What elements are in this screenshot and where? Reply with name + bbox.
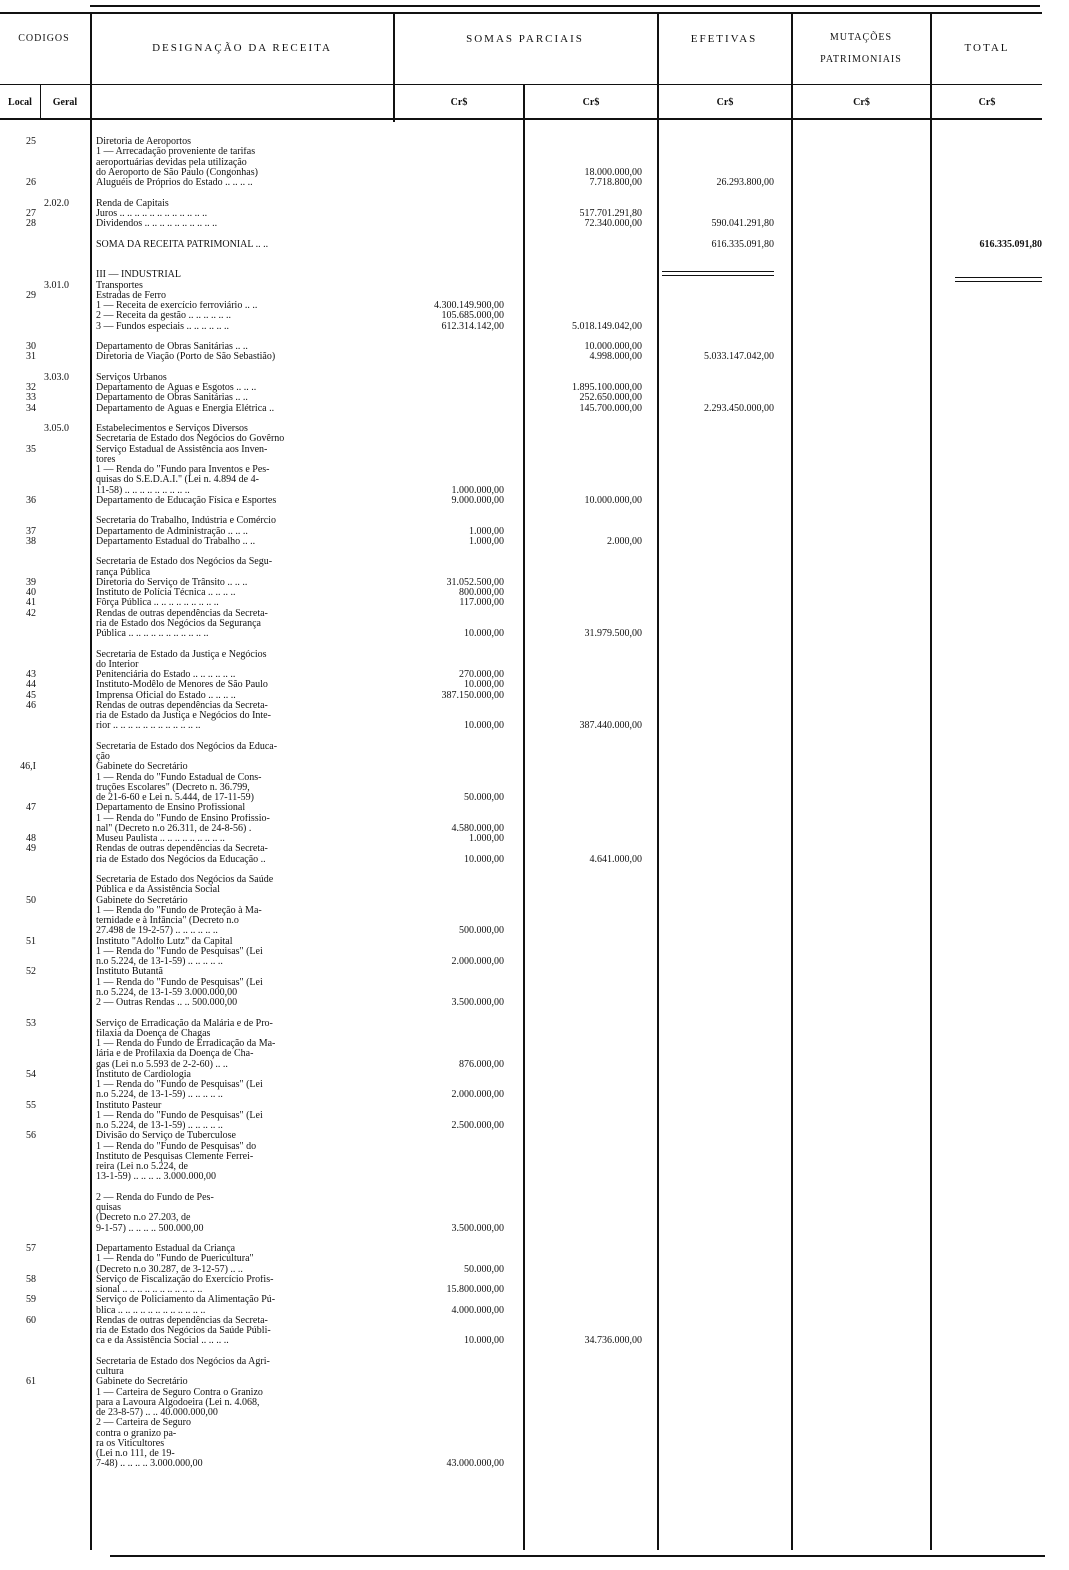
cell-cod: 59	[26, 1294, 36, 1306]
cell-des: Rendas de outras dependências da Secreta-	[96, 608, 268, 619]
cell-des: Secretaria de Estado dos Negócios do Govêrno	[96, 434, 285, 445]
cell-p1: 2.500.000,00	[451, 1120, 504, 1131]
header-designacao: DESIGNAÇÃO DA RECEITA	[152, 42, 332, 54]
cell-des: Secretaria de Estado da Justiça e Negócios	[96, 649, 267, 660]
cell-p1: 4.300.149.900,00	[434, 300, 504, 311]
cell-des: n.o 5.224, de 13-1-59 3.000.000,00	[96, 987, 238, 998]
cell-des: 1 — Renda do "Fundo para Inventos e Pes-	[96, 465, 270, 475]
cell-des: 1 — Renda do "Fundo de Pesquisas" do	[96, 1141, 257, 1152]
cell-des: Fôrça Pública .. .. .. .. .. .. .. .. ..	[96, 598, 219, 609]
cell-des: aeroportuárias devidas pela utilização	[96, 157, 247, 168]
cell-p2: 31.979.500,00	[584, 628, 642, 639]
cell-des: Gabinete do Secretário	[96, 895, 188, 906]
cell-des: 9-1-57) .. .. .. .. 500.000,00	[96, 1223, 204, 1234]
cell-des: Departamento de Educação Física e Esportes	[96, 495, 277, 506]
header-total: TOTAL	[964, 42, 1010, 54]
cell-des: gas (Lei n.o 5.593 de 2-2-60) .. ..	[96, 1059, 228, 1070]
currency-partial-1: Cr$	[450, 97, 468, 108]
cell-ef: 5.033.147.042,00	[704, 351, 774, 363]
cell-des: quisas do S.E.D.A.I." (Lei n. 4.894 de 4-	[96, 475, 259, 486]
cell-des: 1 — Renda do "Fundo Estadual de Cons-	[96, 772, 262, 783]
cell-p1: 876.000,00	[459, 1058, 504, 1070]
cell-des: Departamento de Águas e Esgotos .. .. ..	[96, 383, 257, 393]
cell-des: 2 — Receita da gestão .. .. .. .. .. ..	[96, 311, 231, 322]
cell-des: Pública e da Assistência Social	[96, 885, 220, 896]
cell-des: rior .. .. .. .. .. .. .. .. .. .. .. ..	[96, 721, 201, 732]
col-divider-partial	[523, 84, 525, 1550]
cell-cod: 37	[26, 525, 36, 537]
cell-p1: 10.000,00	[464, 628, 504, 639]
cell-cod: 31	[26, 351, 36, 363]
cell-des: Instituto Pasteur	[96, 1100, 162, 1111]
cell-cod: 46	[26, 699, 36, 711]
cell-des: filaxia da Doença de Chagas	[96, 1028, 211, 1039]
cell-des: quisas	[96, 1203, 121, 1213]
cell-cod: 30	[26, 341, 36, 352]
cell-p2: 18.000.000,00	[584, 166, 642, 178]
cell-cod: 32	[26, 382, 36, 393]
cell-des: Estradas de Ferro	[96, 290, 166, 301]
cell-des: nal" (Decreto n.o 26.311, de 24-8-56) .	[96, 823, 252, 834]
cell-des: para a Lavoura Algodoeira (Lei n. 4.068,	[96, 1397, 260, 1408]
cell-des: Serviço Estadual de Assistência aos Inven-	[96, 444, 268, 455]
cell-p1: 1.000,00	[469, 833, 504, 844]
cell-des: Rendas de outras dependências da Secreta-	[96, 700, 268, 711]
cell-p1: 10.000,00	[464, 1335, 504, 1347]
cell-des: ria de Estado dos Negócios da Educação ..	[96, 854, 266, 865]
cell-des: Instituto "Adolfo Lutz" da Capital	[96, 936, 233, 947]
cell-des: Aluguéis de Próprios do Estado .. .. .. ..	[96, 178, 253, 188]
cell-des: 1 — Renda do "Fundo de Pesquisas" (Lei	[96, 977, 263, 988]
cell-des: Dividendos .. .. .. .. .. .. .. .. .. ..	[96, 219, 218, 229]
cell-p2: 72.340.000,00	[584, 218, 642, 229]
cell-p2: 34.736.000,00	[584, 1335, 642, 1347]
cell-cod: 60	[26, 1314, 36, 1326]
cell-des: 27.498 de 19-2-57) .. .. .. .. .. ..	[96, 926, 218, 937]
cell-des: n.o 5.224, de 13-1-59) .. .. .. .. ..	[96, 1090, 223, 1101]
cell-des: ria de Estado dos Negócios da Segurança	[96, 618, 261, 629]
cell-cod: 42	[26, 607, 36, 619]
cell-des: III — INDUSTRIAL	[96, 270, 181, 281]
currency-total: Cr$	[978, 97, 996, 108]
cell-p2: 10.000.000,00	[584, 494, 642, 506]
cell-tot: 616.335.091,80	[979, 238, 1042, 250]
cell-p1: 1.000,00	[469, 535, 504, 547]
cell-des: do Aeroporto de São Paulo (Congonhas)	[96, 167, 258, 178]
header-somas-parciais: SOMAS PARCIAIS	[466, 33, 584, 45]
cell-des: 13-1-59) .. .. .. .. 3.000.000,00	[96, 1172, 216, 1183]
cell-p1: 500.000,00	[459, 925, 504, 937]
cell-p2: 145.700.000,00	[579, 402, 642, 414]
cell-cod: 54	[26, 1068, 36, 1080]
currency-partial-2: Cr$	[582, 97, 600, 108]
cell-ger: 2.02.0	[44, 197, 69, 209]
header-patrimoniais: PATRIMONIAIS	[820, 54, 902, 65]
cell-ger: 3.03.0	[44, 371, 69, 383]
cell-p2: 1.895.100.000,00	[572, 382, 642, 393]
cell-des: Instituto de Cardiologia	[96, 1069, 191, 1080]
cell-des: Diretoria de Viação (Porto de São Sebastião)	[96, 352, 276, 363]
cell-des: Departamento de Obras Sanitárias .. ..	[96, 342, 248, 352]
cell-ef: 616.335.091,80	[711, 238, 774, 250]
cell-cod: 52	[26, 966, 36, 978]
cell-des: sional .. .. .. .. .. .. .. .. .. .. ..	[96, 1285, 203, 1295]
cell-des: Rendas de outras dependências da Secreta-	[96, 1315, 268, 1326]
cell-des: (Lei n.o 111, de 19-	[96, 1449, 175, 1459]
cell-des: (Decreto n.o 30.287, de 3-12-57) .. ..	[96, 1264, 243, 1275]
cell-des: Divisão do Serviço de Tuberculose	[96, 1131, 236, 1142]
cell-des: Rendas de outras dependências da Secreta-	[96, 844, 268, 855]
cell-des: 1 — Renda do "Fundo de Pesquisas" (Lei	[96, 946, 263, 957]
cell-des: Departamento Estadual da Criança	[96, 1244, 236, 1254]
cell-p1: 1.000.000,00	[451, 484, 504, 496]
cell-cod: 50	[26, 894, 36, 906]
cell-des: ternidade e à Infância" (Decreto n.o	[96, 916, 239, 926]
cell-p2: 252.650.000,00	[579, 392, 642, 404]
cell-cod: 61	[26, 1376, 36, 1388]
cell-des: Serviço de Policiamento da Alimentação Pú-	[96, 1295, 276, 1306]
cell-des: Departamento de Administração .. .. ..	[96, 526, 248, 537]
cell-des: 7-48) .. .. .. .. 3.000.000,00	[96, 1459, 203, 1470]
cell-p1: 117.000,00	[459, 597, 504, 609]
cell-ef: 590.041.291,80	[711, 218, 774, 229]
subheader-local: Local	[8, 97, 32, 108]
cell-des: Secretaria de Estado dos Negócios da Agri-	[96, 1356, 270, 1367]
cell-p1: 10.000,00	[464, 853, 504, 865]
cell-p1: 612.314.142,00	[441, 320, 504, 332]
cell-des: Serviço de Fiscalização do Exercício Profis-	[96, 1274, 274, 1285]
cell-des: Instituto Butantã	[96, 967, 163, 978]
cell-p1: 1.000,00	[469, 525, 504, 537]
cell-des: cultura	[96, 1367, 124, 1377]
cell-p1: 2.000.000,00	[451, 956, 504, 967]
efetivas-underline-2	[662, 275, 774, 276]
cell-des: 1 — Renda do Fundo de Erradicação da Ma-	[96, 1039, 276, 1049]
cell-des: 3 — Fundos especiais .. .. .. .. .. ..	[96, 321, 230, 332]
top-rule	[90, 5, 1040, 7]
cell-des: lária e de Profilaxia da Doença de Cha-	[96, 1049, 254, 1060]
cell-p2: 387.440.000,00	[579, 720, 642, 732]
col-divider-codes	[90, 14, 92, 1550]
header-codigos: CODIGOS	[18, 33, 70, 44]
cell-des: ca e da Assistência Social .. .. .. ..	[96, 1336, 229, 1347]
cell-cod: 41	[26, 597, 36, 609]
cell-cod: 38	[26, 535, 36, 547]
cell-cod: 40	[26, 587, 36, 598]
cell-p2: 2.000,00	[607, 535, 642, 547]
cell-ger: 3.05.0	[44, 423, 69, 434]
cell-des: 1 — Arrecadação proveniente de tarifas	[96, 147, 256, 158]
cell-p2: 7.718.800,00	[589, 177, 642, 188]
cell-des: n.o 5.224, de 13-1-59) .. .. .. .. ..	[96, 957, 223, 967]
col-divider-mutacoes	[791, 14, 793, 1550]
header-mutacoes: MUTAÇÕES	[829, 32, 893, 43]
cell-des: 2 — Carteira de Seguro	[96, 1418, 191, 1429]
cell-cod: 35	[26, 443, 36, 455]
cell-cod: 44	[26, 679, 36, 691]
cell-des: reira (Lei n.o 5.224, de	[96, 1162, 188, 1172]
cell-des: Transportes	[96, 280, 143, 291]
cell-des: Serviço de Erradicação da Malária e de Pro-	[96, 1018, 273, 1029]
cell-cod: 36	[26, 494, 36, 506]
cell-cod: 56	[26, 1130, 36, 1142]
cell-des: Diretoria do Serviço de Trânsito .. .. ..	[96, 577, 248, 588]
cell-cod: 25	[26, 136, 36, 147]
cell-cod: 33	[26, 392, 36, 404]
cell-des: Departamento Estadual do Trabalho .. ..	[96, 536, 256, 547]
cell-p1: 43.000.000,00	[446, 1458, 504, 1470]
cell-cod: 55	[26, 1099, 36, 1111]
cell-des: Pública .. .. .. .. .. .. .. .. .. .. ..	[96, 629, 209, 639]
cell-p1: 50.000,00	[464, 792, 504, 803]
total-underline	[955, 277, 1042, 278]
cell-cod: 43	[26, 669, 36, 680]
cell-des: 1 — Receita de exercício ferroviário .. ..	[96, 301, 258, 311]
cell-des: Departamento de Obras Sanitárias .. ..	[96, 393, 248, 404]
cell-des: Estabelecimentos e Serviços Diversos	[96, 424, 248, 434]
cell-ef: 2.293.450.000,00	[704, 402, 774, 414]
cell-p1: 4.000.000,00	[451, 1304, 504, 1316]
cell-des: 2 — Renda do Fundo de Pes-	[96, 1192, 214, 1203]
cell-des: Imprensa Oficial do Estado .. .. .. ..	[96, 690, 236, 701]
cell-p1: 15.800.000,00	[446, 1284, 504, 1295]
header-efetivas: EFETIVAS	[690, 33, 758, 45]
efetivas-underline	[662, 271, 774, 272]
cell-p1: 31.052.500,00	[446, 576, 504, 588]
cell-p1: 9.000.000,00	[451, 494, 504, 506]
cell-p2: 5.018.149.042,00	[572, 320, 642, 332]
cell-des: Diretoria de Aeroportos	[96, 137, 191, 147]
cell-p1: 105.685.000,00	[441, 310, 504, 322]
cell-des: Gabinete do Secretário	[96, 762, 188, 773]
cell-cod: 27	[26, 207, 36, 219]
cell-p2: 10.000.000,00	[584, 341, 642, 352]
subheader-rule	[0, 118, 1042, 120]
cell-des: 1 — Renda do "Fundo de Pesquisas" (Lei	[96, 1110, 263, 1121]
cell-des: 1 — Renda do "Fundo de Puericultura"	[96, 1254, 254, 1265]
cell-des: Renda de Capitais	[96, 198, 169, 209]
cell-des: Gabinete do Secretário	[96, 1377, 188, 1388]
cell-des: Serviços Urbanos	[96, 372, 167, 383]
cell-des: Museu Paulista .. .. .. .. .. .. .. .. ..	[96, 834, 225, 844]
cell-des: Secretaria do Trabalho, Indústria e Comércio	[96, 516, 276, 527]
col-divider-total	[930, 14, 932, 1550]
cell-p1: 800.000,00	[459, 587, 504, 598]
cell-des: ria de Estado dos Negócios da Saúde Públi-	[96, 1326, 271, 1336]
cell-cod: 57	[26, 1243, 36, 1254]
cell-des: Instituto de Polícia Técnica .. .. .. ..	[96, 588, 236, 598]
cell-cod: 46,I	[20, 761, 36, 773]
cell-p1: 270.000,00	[459, 669, 504, 680]
cell-ger: 3.01.0	[44, 279, 69, 291]
cell-des: Secretaria de Estado dos Negócios da Saúde	[96, 875, 274, 885]
cell-des: Penitenciária do Estado .. .. .. .. .. ..	[96, 670, 236, 680]
cell-des: ra os Viticultores	[96, 1438, 165, 1449]
cell-cod: 53	[26, 1017, 36, 1029]
cell-des: do Interior	[96, 659, 139, 670]
cell-cod: 47	[26, 802, 36, 814]
cell-des: de 21-6-60 e Lei n. 5.444, de 17-11-59)	[96, 793, 254, 803]
cell-des: ria de Estado da Justiça e Negócios do Inte-	[96, 711, 271, 721]
currency-efetivas: Cr$	[716, 97, 734, 108]
cell-p2: 517.701.291,80	[579, 207, 642, 219]
cell-cod: 51	[26, 935, 36, 947]
cell-des: Departamento de Águas e Energia Elétrica ..	[96, 403, 275, 414]
cell-des: de 23-8-57) .. .. 40.000.000,00	[96, 1408, 218, 1418]
header-rule	[0, 84, 1042, 85]
cell-des: 1 — Renda do "Fundo de Proteção à Ma-	[96, 905, 262, 916]
cell-des: Instituto-Modêlo de Menores de São Paulo	[96, 680, 268, 691]
bottom-rule	[110, 1555, 1045, 1557]
cell-des: 1 — Carteira de Seguro Contra o Granizo	[96, 1387, 263, 1398]
cell-cod: 58	[26, 1273, 36, 1285]
cell-cod: 28	[26, 218, 36, 229]
cell-p1: 2.000.000,00	[451, 1089, 504, 1101]
total-underline-2	[955, 281, 1042, 282]
cell-des: Departamento de Ensino Profissional	[96, 803, 246, 814]
cell-des: truções Escolares" (Decreto n. 36.799,	[96, 782, 250, 793]
cell-cod: 26	[26, 177, 36, 188]
cell-des: 1 — Renda do "Fundo de Ensino Profissio-	[96, 813, 270, 824]
cell-des: 11-58) .. .. .. .. .. .. .. .. ..	[96, 485, 190, 496]
cell-des: (Decreto n.o 27.203, de	[96, 1213, 191, 1224]
cell-des: 2 — Outras Rendas .. .. 500.000,00	[96, 998, 238, 1008]
subheader-geral: Geral	[52, 97, 78, 108]
cell-p1: 3.500.000,00	[451, 1222, 504, 1234]
col-divider-efetivas	[657, 14, 659, 1550]
cell-p1: 10.000,00	[464, 720, 504, 732]
cell-p1: 10.000,00	[464, 679, 504, 691]
cell-des: tores	[96, 454, 116, 465]
cell-cod: 34	[26, 402, 36, 414]
cell-p1: 4.580.000,00	[451, 822, 504, 834]
cell-des: Secretaria de Estado dos Negócios da Educa-	[96, 741, 278, 752]
cell-cod: 45	[26, 689, 36, 701]
cell-cod: 48	[26, 833, 36, 844]
cell-des: Secretaria de Estado dos Negócios da Segu-	[96, 557, 273, 568]
cell-des: rança Pública	[96, 567, 151, 578]
cell-ef: 26.293.800,00	[716, 177, 774, 188]
cell-cod: 49	[26, 843, 36, 855]
cell-des: Instituto de Pesquisas Clemente Ferrei-	[96, 1151, 254, 1162]
cell-des: Juros .. .. .. .. .. .. .. .. .. .. .. ..	[96, 208, 208, 219]
cell-des: n.o 5.224, de 13-1-59) .. .. .. .. ..	[96, 1121, 223, 1131]
cell-cod: 29	[26, 289, 36, 301]
cell-des: SOMA DA RECEITA PATRIMONIAL .. ..	[96, 239, 269, 250]
cell-p1: 3.500.000,00	[451, 997, 504, 1008]
cell-p1: 387.150.000,00	[441, 689, 504, 701]
cell-p2: 4.641.000,00	[589, 853, 642, 865]
cell-cod: 39	[26, 576, 36, 588]
top-rule-2	[0, 12, 1042, 14]
cell-des: 1 — Renda do "Fundo de Pesquisas" (Lei	[96, 1080, 263, 1090]
cell-p1: 50.000,00	[464, 1263, 504, 1275]
cell-des: ção	[96, 752, 110, 762]
cell-des: blica .. .. .. .. .. .. .. .. .. .. .. ..	[96, 1305, 206, 1316]
cell-des: contra o granizo pa-	[96, 1428, 177, 1439]
currency-mutacoes: Cr$	[853, 97, 870, 108]
cell-p2: 4.998.000,00	[589, 351, 642, 363]
